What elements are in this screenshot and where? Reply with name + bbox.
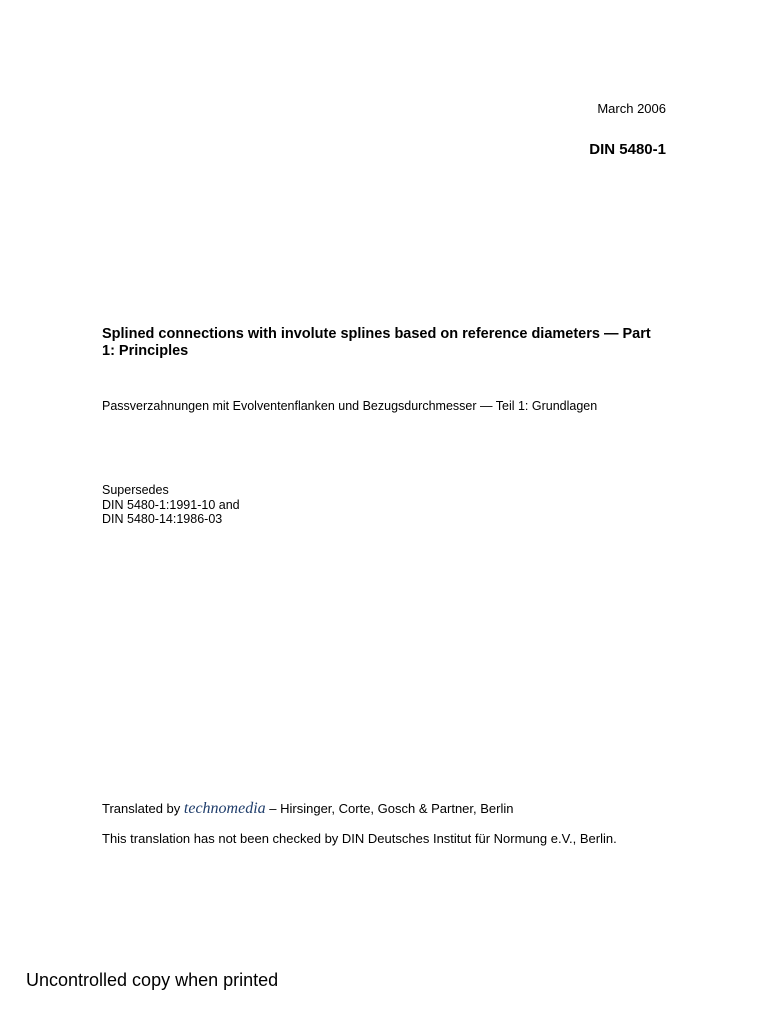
superseded-standard: DIN 5480-14:1986-03 xyxy=(102,512,223,526)
supersedes-block xyxy=(102,483,240,527)
standard-number: DIN 5480-1 xyxy=(589,141,666,158)
translator-details: – Hirsinger, Corte, Gosch & Partner, Berlin xyxy=(265,801,514,816)
uncontrolled-copy-stamp: Uncontrolled copy when printed xyxy=(26,970,279,990)
superseded-standard: DIN 5480-1:1991-10 and xyxy=(102,497,240,512)
translation-note: This translation has not been checked by DIN Deutsches Institut für Normung e.V., Berlin. xyxy=(102,831,617,846)
publication-date: March 2006 xyxy=(597,101,666,116)
supersedes-label: Supersedes xyxy=(102,483,169,497)
translated-by-line xyxy=(102,800,513,818)
german-title: Passverzahnungen mit Evolventenflanken und Bezugsdurchmesser — Teil 1: Grundlagen xyxy=(102,399,598,413)
translated-by-prefix: Translated by xyxy=(102,801,184,816)
document-title: Splined connections with involute splines based on reference diameters — Part 1: Principles xyxy=(102,326,651,359)
translator-brand: technomedia xyxy=(183,800,266,817)
